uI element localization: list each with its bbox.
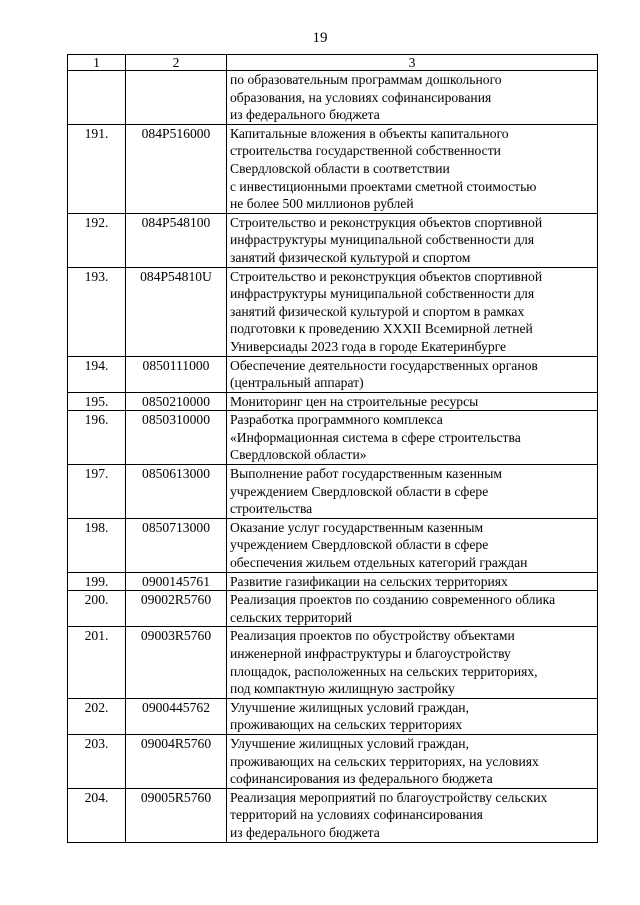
- description-line: подготовки к проведению XXXII Всемирной летней: [230, 321, 533, 337]
- description-line: Строительство и реконструкция объектов спортивной: [230, 214, 543, 230]
- description-cell: [227, 572, 598, 591]
- description-line: проживающих на сельских территориях: [230, 717, 463, 733]
- budget-code-cell: 0850111000: [126, 356, 227, 392]
- description-line: Свердловской области в соответствии: [230, 160, 450, 176]
- description-line: образования, на условиях софинансирования: [230, 89, 492, 105]
- description-line: сельских территорий: [230, 609, 353, 625]
- row-number-cell: 200.: [68, 591, 126, 627]
- table-row: [68, 213, 598, 267]
- table-row: [68, 356, 598, 392]
- table-row: [68, 465, 598, 519]
- description-cell: [227, 627, 598, 698]
- description-line: (центральный аппарат): [230, 375, 364, 391]
- description-cell: [227, 124, 598, 213]
- description-line: не более 500 миллионов рублей: [230, 196, 414, 212]
- description-line: площадок, расположенных на сельских территориях,: [230, 663, 538, 679]
- description-line: Реализация мероприятий по благоустройству сельских: [230, 789, 548, 805]
- description-cell: [227, 788, 598, 842]
- description-line: под компактную жилищную застройку: [230, 681, 455, 697]
- description-line: из федерального бюджета: [230, 107, 380, 123]
- budget-code-cell: 0900445762: [126, 698, 227, 734]
- description-line: инженерной инфраструктуры и благоустройству: [230, 646, 511, 661]
- row-number-cell: 191.: [68, 124, 126, 213]
- table-row: [68, 627, 598, 698]
- description-line: занятий физической культурой и спортом: [230, 249, 471, 265]
- table-row: [68, 411, 598, 465]
- row-number-cell: 204.: [68, 788, 126, 842]
- row-number-cell: 192.: [68, 213, 126, 267]
- description-cell: [227, 267, 598, 356]
- row-number-cell: 199.: [68, 572, 126, 591]
- column-header-number: 1: [68, 55, 126, 71]
- budget-code-cell: 084P516000: [126, 124, 227, 213]
- description-line: инфраструктуры муниципальной собственности для: [230, 232, 535, 248]
- row-number-cell: 193.: [68, 267, 126, 356]
- description-cell: [227, 392, 598, 411]
- description-line: Строительство и реконструкция объектов спортивной: [230, 268, 543, 284]
- description-line: софинансирования из федерального бюджета: [230, 771, 493, 787]
- table-row: [68, 71, 598, 125]
- description-line: с инвестиционными проектами сметной стоимостью: [230, 178, 537, 194]
- row-number-cell: 197.: [68, 465, 126, 519]
- description-cell: [227, 465, 598, 519]
- description-cell: [227, 591, 598, 627]
- budget-code-cell: 0850713000: [126, 518, 227, 572]
- budget-code-cell: 09005R5760: [126, 788, 227, 842]
- description-line: Универсиады 2023 года в городе Екатеринбурге: [230, 338, 507, 354]
- row-number-cell: 196.: [68, 411, 126, 465]
- description-line: Выполнение работ государственным казенным: [230, 466, 502, 482]
- description-line: Улучшение жилищных условий граждан,: [230, 699, 469, 715]
- description-line: из федерального бюджета: [230, 824, 380, 840]
- row-number-cell: 194.: [68, 356, 126, 392]
- budget-code-table: [67, 54, 598, 843]
- description-cell: [227, 518, 598, 572]
- budget-code-cell: 09003R5760: [126, 627, 227, 698]
- description-line: Развитие газификации на сельских территориях: [230, 573, 508, 589]
- budget-code-cell: 09002R5760: [126, 591, 227, 627]
- row-number-cell: [68, 71, 126, 125]
- column-header-code: 2: [126, 55, 227, 71]
- description-line: учреждением Свердловской области в сфере: [230, 537, 489, 553]
- description-line: Обеспечение деятельности государственных органов: [230, 357, 538, 373]
- description-line: Разработка программного комплекса: [230, 412, 443, 428]
- description-line: занятий физической культурой и спортом в рамках: [230, 303, 525, 319]
- table-row: [68, 572, 598, 591]
- budget-code-cell: 084P54810U: [126, 267, 227, 356]
- row-number-cell: 195.: [68, 392, 126, 411]
- description-cell: [227, 356, 598, 392]
- column-header-description: 3: [227, 55, 598, 71]
- description-line: Реализация проектов по созданию современного облика: [230, 592, 556, 608]
- description-cell: [227, 213, 598, 267]
- description-line: инфраструктуры муниципальной собственности для: [230, 286, 535, 302]
- description-line: проживающих на сельских территориях, на условиях: [230, 753, 539, 769]
- description-line: обеспечения жильем отдельных категорий граждан: [230, 555, 528, 571]
- budget-code-cell: 0850310000: [126, 411, 227, 465]
- table-row: [68, 788, 598, 842]
- description-line: Мониторинг цен на строительные ресурсы: [230, 393, 479, 409]
- description-line: Капитальные вложения в объекты капитального: [230, 125, 509, 141]
- description-line: учреждением Свердловской области в сфере: [230, 483, 489, 499]
- description-cell: [227, 698, 598, 734]
- description-line: «Информационная система в сфере строительства: [230, 429, 521, 445]
- budget-code-cell: [126, 71, 227, 125]
- description-line: строительства государственной собственности: [230, 143, 501, 159]
- row-number-cell: 198.: [68, 518, 126, 572]
- row-number-cell: 202.: [68, 698, 126, 734]
- description-cell: [227, 411, 598, 465]
- table-row: [68, 518, 598, 572]
- description-line: Улучшение жилищных условий граждан,: [230, 735, 469, 751]
- table-row: [68, 267, 598, 356]
- table-row: [68, 124, 598, 213]
- page-number: 19: [312, 30, 328, 46]
- table-row: [68, 591, 598, 627]
- table-row: [68, 698, 598, 734]
- description-line: Оказание услуг государственным казенным: [230, 519, 484, 535]
- budget-code-cell: 09004R5760: [126, 734, 227, 788]
- description-cell: [227, 734, 598, 788]
- table-row: [68, 392, 598, 411]
- budget-code-cell: 0900145761: [126, 572, 227, 591]
- description-line: строительства: [230, 501, 313, 517]
- table-header-row: [68, 55, 598, 71]
- row-number-cell: 203.: [68, 734, 126, 788]
- description-line: территорий на условиях софинансирования: [230, 807, 483, 823]
- budget-code-cell: 0850210000: [126, 392, 227, 411]
- row-number-cell: 201.: [68, 627, 126, 698]
- description-line: Реализация проектов по обустройству объектами: [230, 628, 515, 644]
- description-line: Свердловской области»: [230, 447, 367, 463]
- budget-code-cell: 0850613000: [126, 465, 227, 519]
- table-row: [68, 734, 598, 788]
- budget-code-cell: 084P548100: [126, 213, 227, 267]
- description-line: по образовательным программам дошкольного: [230, 72, 502, 87]
- description-cell: [227, 71, 598, 125]
